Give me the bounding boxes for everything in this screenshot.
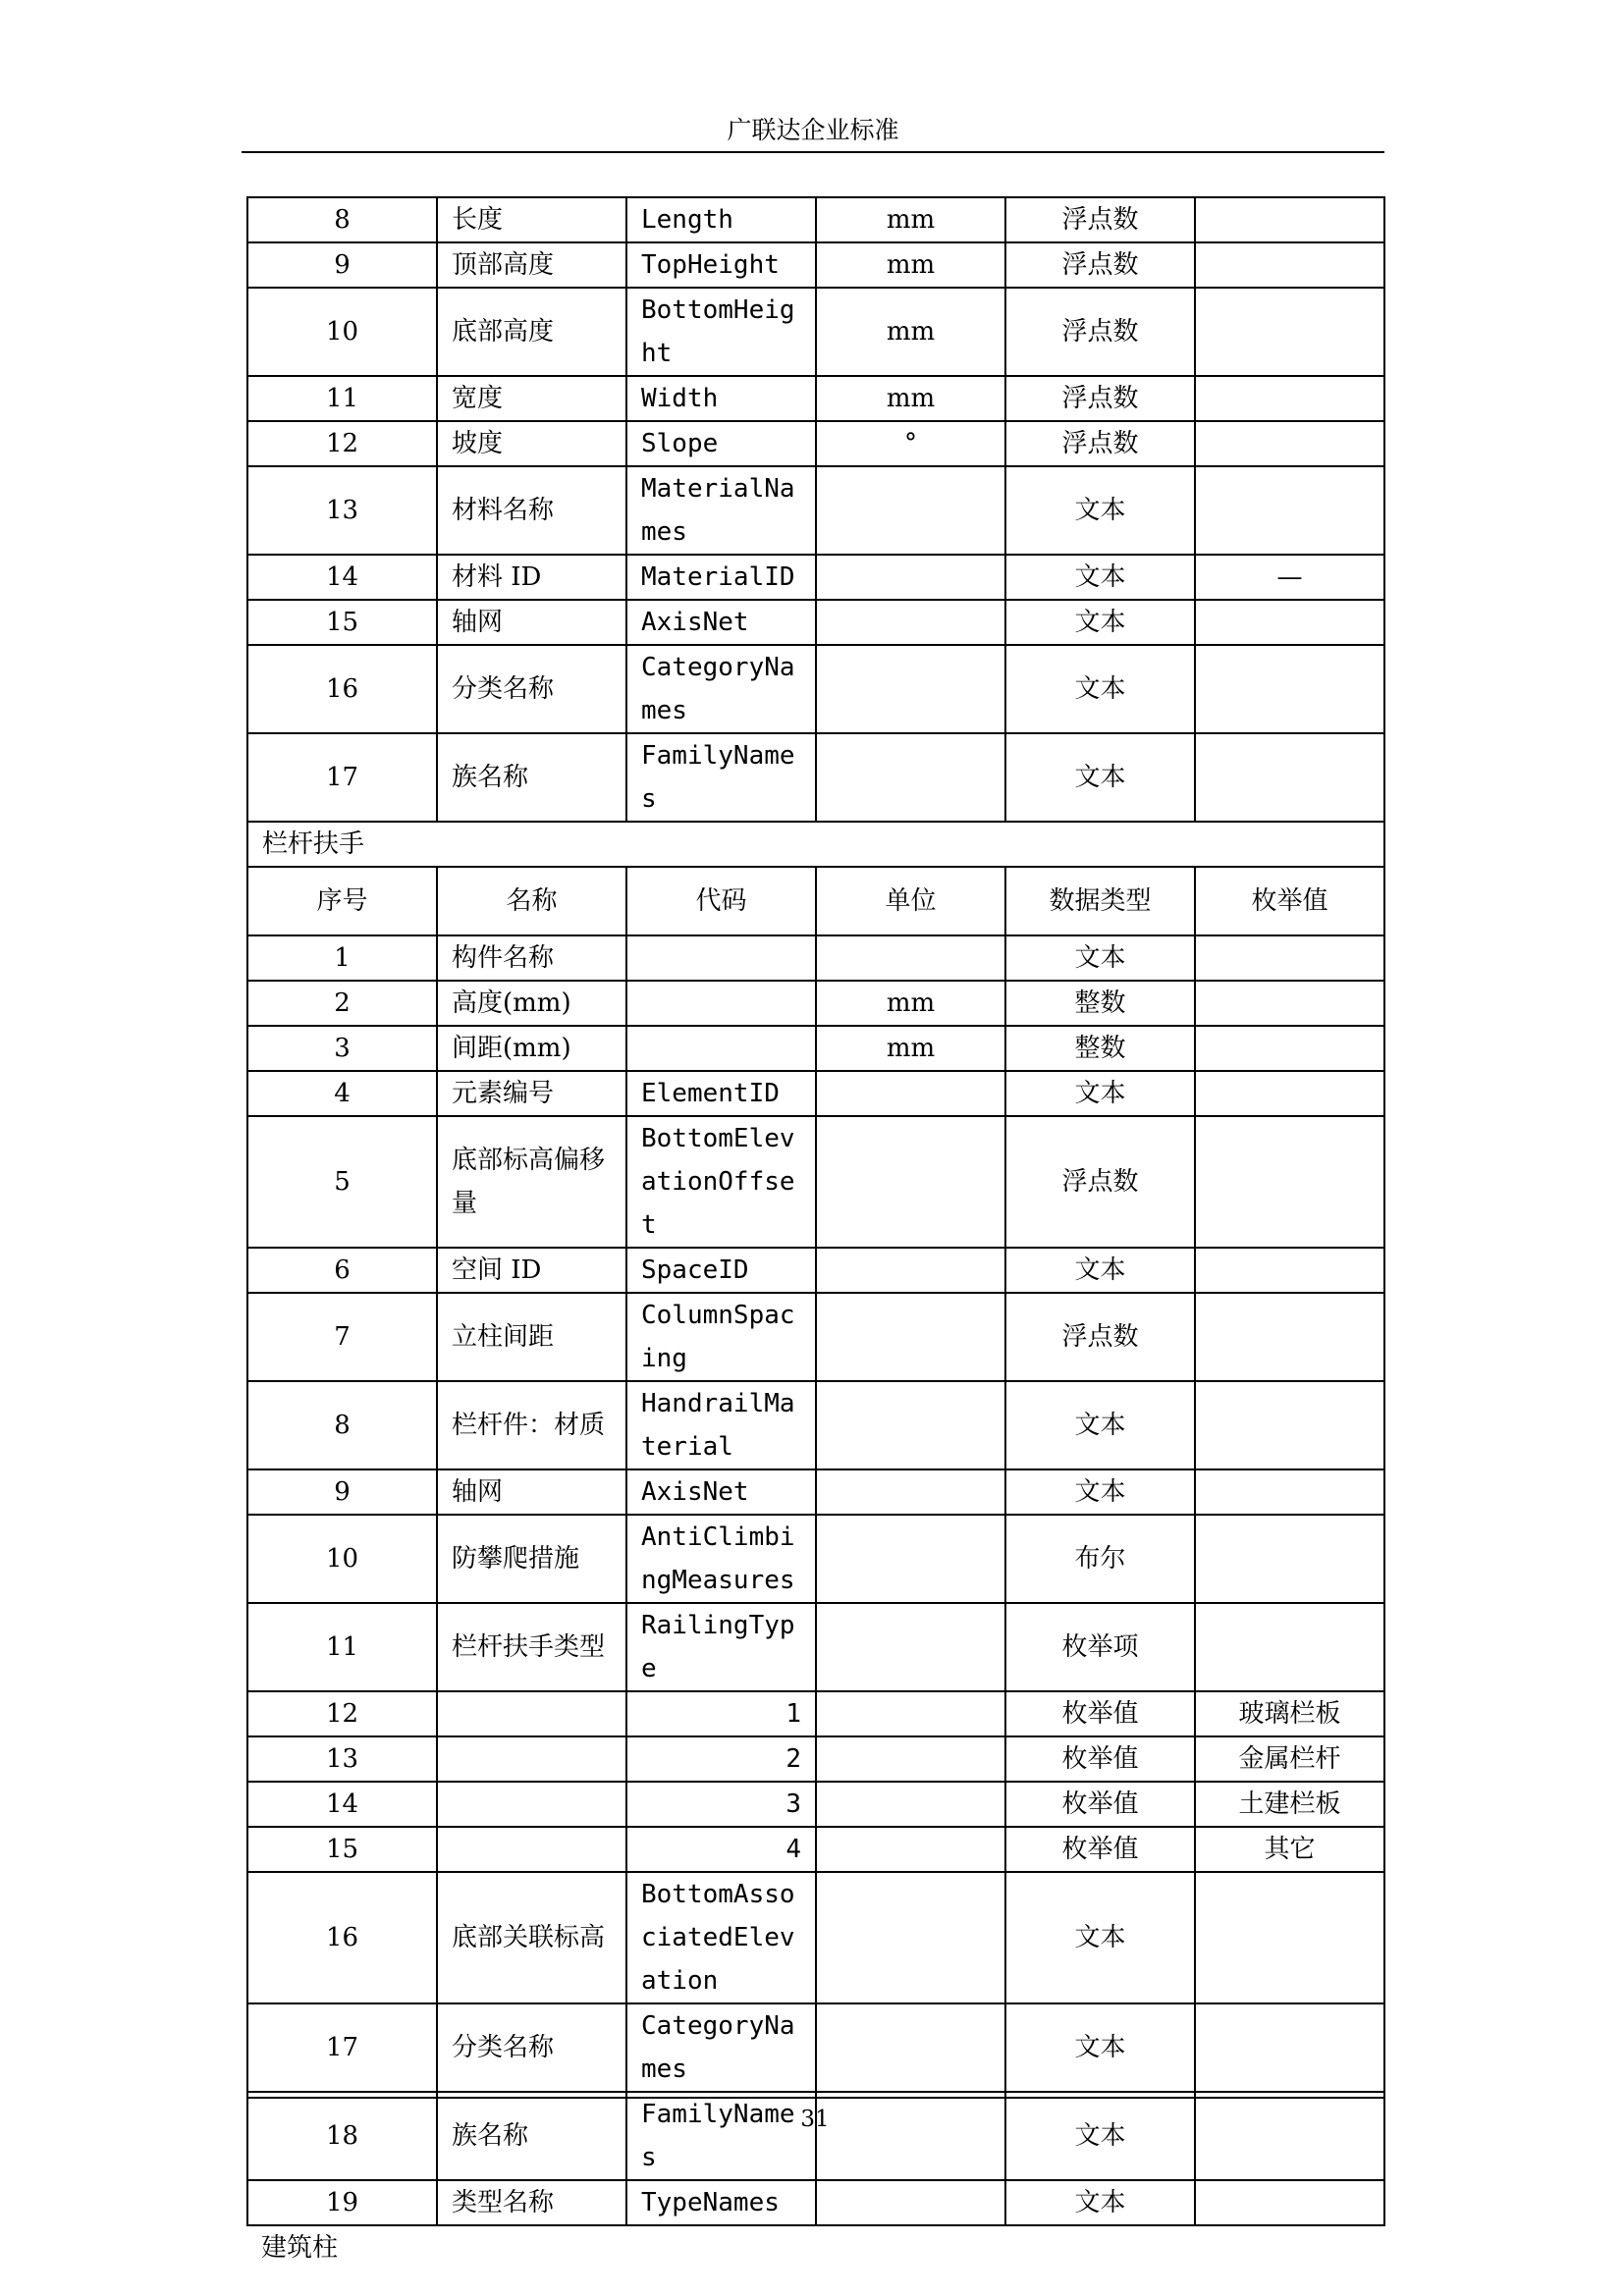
cell-no: 13 bbox=[247, 1736, 437, 1782]
cell-type: 浮点数 bbox=[1005, 376, 1195, 421]
cell-unit bbox=[816, 1248, 1005, 1293]
cell-no: 19 bbox=[247, 2180, 437, 2225]
cell-code: Width bbox=[626, 376, 816, 421]
cell-unit: mm bbox=[816, 197, 1005, 242]
spec-table bbox=[246, 196, 1385, 2269]
cell-type: 文本 bbox=[1005, 466, 1195, 555]
table-row bbox=[247, 645, 1384, 733]
section-row bbox=[247, 2225, 1384, 2269]
cell-name: 轴网 bbox=[437, 600, 626, 645]
cell-type: 浮点数 bbox=[1005, 1293, 1195, 1381]
cell-name: 空间 ID bbox=[437, 1248, 626, 1293]
cell-type: 浮点数 bbox=[1005, 421, 1195, 466]
cell-code bbox=[626, 1026, 816, 1071]
cell-unit bbox=[816, 1515, 1005, 1603]
cell-code: HandrailMaterial bbox=[626, 1381, 816, 1469]
cell-name: 族名称 bbox=[437, 2092, 626, 2180]
cell-code: CategoryNames bbox=[626, 2003, 816, 2092]
cell-name: 栏杆件：材质 bbox=[437, 1381, 626, 1469]
section-row bbox=[247, 822, 1384, 867]
cell-unit: mm bbox=[816, 376, 1005, 421]
cell-no: 16 bbox=[247, 1872, 437, 2003]
cell-name: 间距(mm) bbox=[437, 1026, 626, 1071]
cell-type: 文本 bbox=[1005, 2180, 1195, 2225]
cell-unit bbox=[816, 2180, 1005, 2225]
cell-code: MaterialID bbox=[626, 555, 816, 600]
cell-no: 9 bbox=[247, 242, 437, 288]
cell-enum bbox=[1195, 288, 1384, 376]
cell-type: 整数 bbox=[1005, 981, 1195, 1026]
table-row bbox=[247, 935, 1384, 981]
cell-no: 10 bbox=[247, 1515, 437, 1603]
cell-no: 8 bbox=[247, 197, 437, 242]
table-header-row bbox=[247, 867, 1384, 935]
cell-unit bbox=[816, 555, 1005, 600]
table-row bbox=[247, 555, 1384, 600]
cell-type: 文本 bbox=[1005, 935, 1195, 981]
cell-enum bbox=[1195, 981, 1384, 1026]
cell-type: 枚举值 bbox=[1005, 1827, 1195, 1872]
cell-type: 文本 bbox=[1005, 600, 1195, 645]
table-row bbox=[247, 2003, 1384, 2092]
cell-unit bbox=[816, 466, 1005, 555]
cell-enum bbox=[1195, 242, 1384, 288]
cell-enum: 金属栏杆 bbox=[1195, 1736, 1384, 1782]
table-row bbox=[247, 376, 1384, 421]
cell-no: 14 bbox=[247, 1782, 437, 1827]
cell-name: 材料名称 bbox=[437, 466, 626, 555]
cell-enum: — bbox=[1195, 555, 1384, 600]
cell-type: 枚举值 bbox=[1005, 1691, 1195, 1736]
cell-enum bbox=[1195, 2180, 1384, 2225]
section-title-column: 建筑柱 bbox=[247, 2225, 1384, 2269]
cell-no: 11 bbox=[247, 376, 437, 421]
cell-type: 文本 bbox=[1005, 555, 1195, 600]
cell-unit bbox=[816, 1827, 1005, 1872]
cell-unit bbox=[816, 1691, 1005, 1736]
table-row bbox=[247, 1293, 1384, 1381]
cell-type: 布尔 bbox=[1005, 1515, 1195, 1603]
cell-code: RailingType bbox=[626, 1603, 816, 1691]
cell-enum bbox=[1195, 1248, 1384, 1293]
cell-no: 6 bbox=[247, 1248, 437, 1293]
column-header-type: 数据类型 bbox=[1005, 867, 1195, 935]
cell-code: ColumnSpacing bbox=[626, 1293, 816, 1381]
cell-name: 长度 bbox=[437, 197, 626, 242]
cell-type: 枚举项 bbox=[1005, 1603, 1195, 1691]
cell-type: 文本 bbox=[1005, 733, 1195, 822]
cell-code: 4 bbox=[626, 1827, 816, 1872]
cell-type: 整数 bbox=[1005, 1026, 1195, 1071]
cell-type: 文本 bbox=[1005, 645, 1195, 733]
cell-unit bbox=[816, 1469, 1005, 1515]
cell-type: 枚举值 bbox=[1005, 1782, 1195, 1827]
table-row bbox=[247, 242, 1384, 288]
cell-code: 1 bbox=[626, 1691, 816, 1736]
cell-no: 15 bbox=[247, 600, 437, 645]
cell-enum: 土建栏板 bbox=[1195, 1782, 1384, 1827]
table-row bbox=[247, 600, 1384, 645]
cell-no: 15 bbox=[247, 1827, 437, 1872]
cell-code: BottomAssociatedElevation bbox=[626, 1872, 816, 2003]
cell-enum bbox=[1195, 935, 1384, 981]
cell-unit bbox=[816, 645, 1005, 733]
cell-unit: mm bbox=[816, 981, 1005, 1026]
cell-code: AxisNet bbox=[626, 600, 816, 645]
table-row bbox=[247, 1248, 1384, 1293]
section-title-railing: 栏杆扶手 bbox=[247, 822, 1384, 867]
cell-code bbox=[626, 935, 816, 981]
cell-no: 11 bbox=[247, 1603, 437, 1691]
cell-type: 浮点数 bbox=[1005, 1116, 1195, 1248]
cell-enum bbox=[1195, 1293, 1384, 1381]
column-header-unit: 单位 bbox=[816, 867, 1005, 935]
cell-code: TopHeight bbox=[626, 242, 816, 288]
cell-enum bbox=[1195, 421, 1384, 466]
column-header-enum: 枚举值 bbox=[1195, 867, 1384, 935]
cell-name: 底部关联标高 bbox=[437, 1872, 626, 2003]
table-row bbox=[247, 1381, 1384, 1469]
cell-no: 10 bbox=[247, 288, 437, 376]
cell-unit bbox=[816, 2003, 1005, 2092]
cell-type: 浮点数 bbox=[1005, 197, 1195, 242]
cell-unit: ° bbox=[816, 421, 1005, 466]
cell-enum bbox=[1195, 1116, 1384, 1248]
table-row bbox=[247, 466, 1384, 555]
cell-name: 立柱间距 bbox=[437, 1293, 626, 1381]
cell-no: 5 bbox=[247, 1116, 437, 1248]
cell-no: 12 bbox=[247, 421, 437, 466]
table-row bbox=[247, 288, 1384, 376]
cell-name: 分类名称 bbox=[437, 645, 626, 733]
cell-name bbox=[437, 1691, 626, 1736]
table-row bbox=[247, 1071, 1384, 1116]
cell-type: 浮点数 bbox=[1005, 242, 1195, 288]
cell-enum bbox=[1195, 600, 1384, 645]
table-row bbox=[247, 1872, 1384, 2003]
table-row bbox=[247, 1782, 1384, 1827]
cell-name: 轴网 bbox=[437, 1469, 626, 1515]
cell-code: ElementID bbox=[626, 1071, 816, 1116]
cell-name: 元素编号 bbox=[437, 1071, 626, 1116]
cell-no: 8 bbox=[247, 1381, 437, 1469]
table-row bbox=[247, 1515, 1384, 1603]
cell-unit bbox=[816, 1782, 1005, 1827]
cell-name: 材料 ID bbox=[437, 555, 626, 600]
cell-code: AxisNet bbox=[626, 1469, 816, 1515]
cell-enum bbox=[1195, 733, 1384, 822]
table-row bbox=[247, 421, 1384, 466]
cell-unit bbox=[816, 1381, 1005, 1469]
cell-name: 防攀爬措施 bbox=[437, 1515, 626, 1603]
cell-enum bbox=[1195, 645, 1384, 733]
cell-code: FamilyNames bbox=[626, 2092, 816, 2180]
cell-type: 文本 bbox=[1005, 2092, 1195, 2180]
cell-name: 分类名称 bbox=[437, 2003, 626, 2092]
cell-code: Slope bbox=[626, 421, 816, 466]
cell-unit bbox=[816, 600, 1005, 645]
cell-no: 1 bbox=[247, 935, 437, 981]
cell-enum bbox=[1195, 376, 1384, 421]
cell-no: 17 bbox=[247, 2003, 437, 2092]
cell-unit bbox=[816, 1603, 1005, 1691]
cell-no: 3 bbox=[247, 1026, 437, 1071]
cell-code: Length bbox=[626, 197, 816, 242]
cell-no: 17 bbox=[247, 733, 437, 822]
table-row bbox=[247, 981, 1384, 1026]
table-row bbox=[247, 2180, 1384, 2225]
cell-enum: 其它 bbox=[1195, 1827, 1384, 1872]
cell-unit: mm bbox=[816, 1026, 1005, 1071]
cell-type: 文本 bbox=[1005, 2003, 1195, 2092]
table-row bbox=[247, 1827, 1384, 1872]
cell-name: 坡度 bbox=[437, 421, 626, 466]
cell-name bbox=[437, 1827, 626, 1872]
header-rule bbox=[242, 151, 1384, 153]
cell-enum bbox=[1195, 1515, 1384, 1603]
cell-enum bbox=[1195, 1603, 1384, 1691]
cell-code bbox=[626, 981, 816, 1026]
cell-code: 2 bbox=[626, 1736, 816, 1782]
cell-unit: mm bbox=[816, 242, 1005, 288]
cell-type: 文本 bbox=[1005, 1872, 1195, 2003]
cell-enum bbox=[1195, 1872, 1384, 2003]
cell-name: 底部高度 bbox=[437, 288, 626, 376]
cell-enum bbox=[1195, 1071, 1384, 1116]
table-row bbox=[247, 1026, 1384, 1071]
column-header-no: 序号 bbox=[247, 867, 437, 935]
cell-name bbox=[437, 1782, 626, 1827]
cell-code: AntiClimbingMeasures bbox=[626, 1515, 816, 1603]
cell-no: 2 bbox=[247, 981, 437, 1026]
cell-no: 14 bbox=[247, 555, 437, 600]
cell-unit bbox=[816, 1071, 1005, 1116]
cell-unit bbox=[816, 1293, 1005, 1381]
table-row bbox=[247, 1116, 1384, 1248]
cell-no: 12 bbox=[247, 1691, 437, 1736]
cell-no: 13 bbox=[247, 466, 437, 555]
cell-name: 宽度 bbox=[437, 376, 626, 421]
column-header-code: 代码 bbox=[626, 867, 816, 935]
cell-code: CategoryNames bbox=[626, 645, 816, 733]
cell-enum bbox=[1195, 1026, 1384, 1071]
column-header-name: 名称 bbox=[437, 867, 626, 935]
cell-name: 族名称 bbox=[437, 733, 626, 822]
cell-name: 高度(mm) bbox=[437, 981, 626, 1026]
cell-name: 构件名称 bbox=[437, 935, 626, 981]
cell-enum: 玻璃栏板 bbox=[1195, 1691, 1384, 1736]
cell-code: BottomHeight bbox=[626, 288, 816, 376]
cell-no: 18 bbox=[247, 2092, 437, 2180]
cell-unit bbox=[816, 1872, 1005, 2003]
footer-rule bbox=[246, 2097, 1383, 2099]
cell-unit bbox=[816, 733, 1005, 822]
cell-type: 文本 bbox=[1005, 1469, 1195, 1515]
cell-code: TypeNames bbox=[626, 2180, 816, 2225]
cell-type: 文本 bbox=[1005, 1248, 1195, 1293]
cell-code: 3 bbox=[626, 1782, 816, 1827]
cell-unit bbox=[816, 1736, 1005, 1782]
table-row bbox=[247, 1603, 1384, 1691]
cell-name bbox=[437, 1736, 626, 1782]
page-number: 31 bbox=[800, 2107, 830, 2132]
cell-type: 文本 bbox=[1005, 1381, 1195, 1469]
cell-type: 浮点数 bbox=[1005, 288, 1195, 376]
table-row bbox=[247, 733, 1384, 822]
cell-code: SpaceID bbox=[626, 1248, 816, 1293]
page-header-title: 广联达企业标准 bbox=[727, 116, 899, 144]
cell-enum bbox=[1195, 197, 1384, 242]
table-row bbox=[247, 197, 1384, 242]
table-row bbox=[247, 1736, 1384, 1782]
cell-type: 文本 bbox=[1005, 1071, 1195, 1116]
cell-no: 4 bbox=[247, 1071, 437, 1116]
cell-unit bbox=[816, 1116, 1005, 1248]
cell-unit bbox=[816, 935, 1005, 981]
cell-enum bbox=[1195, 466, 1384, 555]
cell-enum bbox=[1195, 1381, 1384, 1469]
cell-name: 类型名称 bbox=[437, 2180, 626, 2225]
table-row bbox=[247, 1469, 1384, 1515]
table-row bbox=[247, 1691, 1384, 1736]
cell-code: FamilyNames bbox=[626, 733, 816, 822]
cell-name: 底部标高偏移量 bbox=[437, 1116, 626, 1248]
cell-name: 栏杆扶手类型 bbox=[437, 1603, 626, 1691]
cell-no: 7 bbox=[247, 1293, 437, 1381]
cell-unit: mm bbox=[816, 288, 1005, 376]
cell-code: BottomElevationOffset bbox=[626, 1116, 816, 1248]
cell-code: MaterialNames bbox=[626, 466, 816, 555]
cell-enum bbox=[1195, 2003, 1384, 2092]
cell-no: 9 bbox=[247, 1469, 437, 1515]
cell-name: 顶部高度 bbox=[437, 242, 626, 288]
cell-no: 16 bbox=[247, 645, 437, 733]
cell-enum bbox=[1195, 1469, 1384, 1515]
cell-type: 枚举值 bbox=[1005, 1736, 1195, 1782]
